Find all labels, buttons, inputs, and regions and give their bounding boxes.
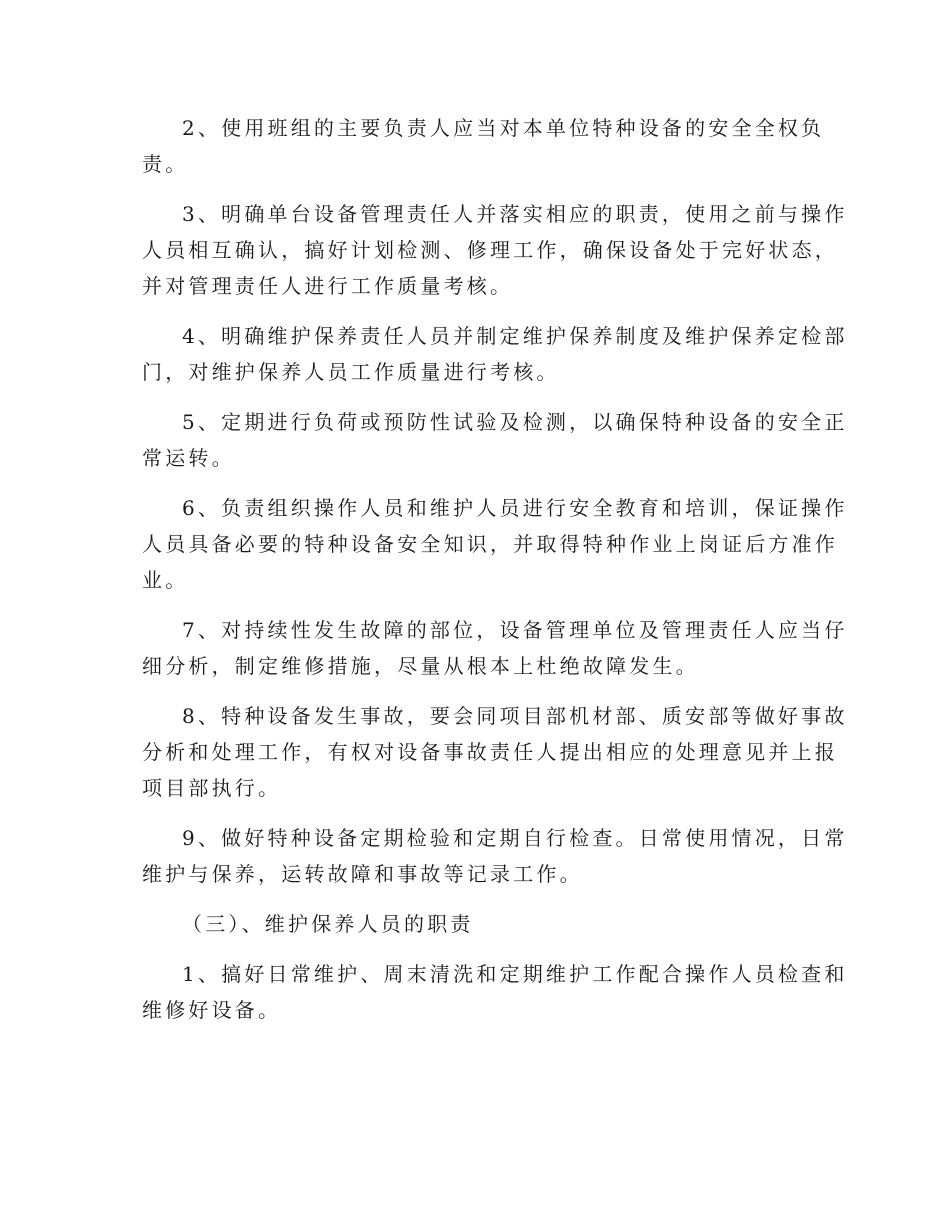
paragraph-item-9 [142, 820, 848, 892]
text-line: 维护与保养，运转故障和事故等记录工作。 [142, 862, 583, 886]
text-line: 5、定期进行负荷或预防性试验及检测，以确保特种设备的安全正 [182, 410, 848, 434]
paragraph-item-6 [142, 490, 848, 598]
paragraph-item-8 [142, 698, 848, 806]
text-line: 4、明确维护保养责任人员并制定维护保养制度及维护保养定检部 [182, 324, 848, 348]
text-line: 2、使用班组的主要负责人应当对本单位特种设备的安全全权负 [182, 116, 825, 140]
text-line: 3、明确单台设备管理责任人并落实相应的职责，使用之前与操作 [182, 202, 848, 226]
text-line: 9、做好特种设备定期检验和定期自行检查。日常使用情况，日常 [182, 826, 848, 850]
text-line: 责。 [142, 152, 189, 176]
text-line: 并对管理责任人进行工作质量考核。 [142, 274, 514, 298]
paragraph-item-3 [142, 196, 848, 304]
document-body [142, 110, 848, 1042]
text-line: 常运转。 [142, 446, 235, 470]
paragraph-item-2 [142, 110, 825, 182]
text-line: 项目部执行。 [142, 776, 282, 800]
paragraph-item-7 [142, 612, 848, 684]
paragraph-duty-1 [142, 956, 848, 1028]
text-line: 7、对持续性发生故障的部位，设备管理单位及管理责任人应当仔 [182, 618, 848, 642]
text-line: 1、搞好日常维护、周末清洗和定期维护工作配合操作人员检查和 [182, 962, 848, 986]
section-heading: （三）、维护保养人员的职责 [182, 912, 474, 936]
text-line: 维修好设备。 [142, 998, 282, 1022]
paragraph-item-5 [142, 404, 848, 476]
text-line: 门，对维护保养人员工作质量进行考核。 [142, 360, 560, 384]
text-line: 8、特种设备发生事故，要会同项目部机材部、质安部等做好事故 [182, 704, 848, 728]
text-line: 人员具备必要的特种设备安全知识，并取得特种作业上岗证后方准作 [142, 532, 838, 556]
text-line: 6、负责组织操作人员和维护人员进行安全教育和培训，保证操作 [182, 496, 848, 520]
paragraph-item-4 [142, 318, 848, 390]
text-line: 业。 [142, 568, 189, 592]
text-line: 细分析，制定维修措施，尽量从根本上杜绝故障发生。 [142, 654, 699, 678]
text-line: 人员相互确认，搞好计划检测、修理工作，确保设备处于完好状态， [142, 238, 838, 262]
text-line: 分析和处理工作，有权对设备事故责任人提出相应的处理意见并上报 [142, 740, 838, 764]
